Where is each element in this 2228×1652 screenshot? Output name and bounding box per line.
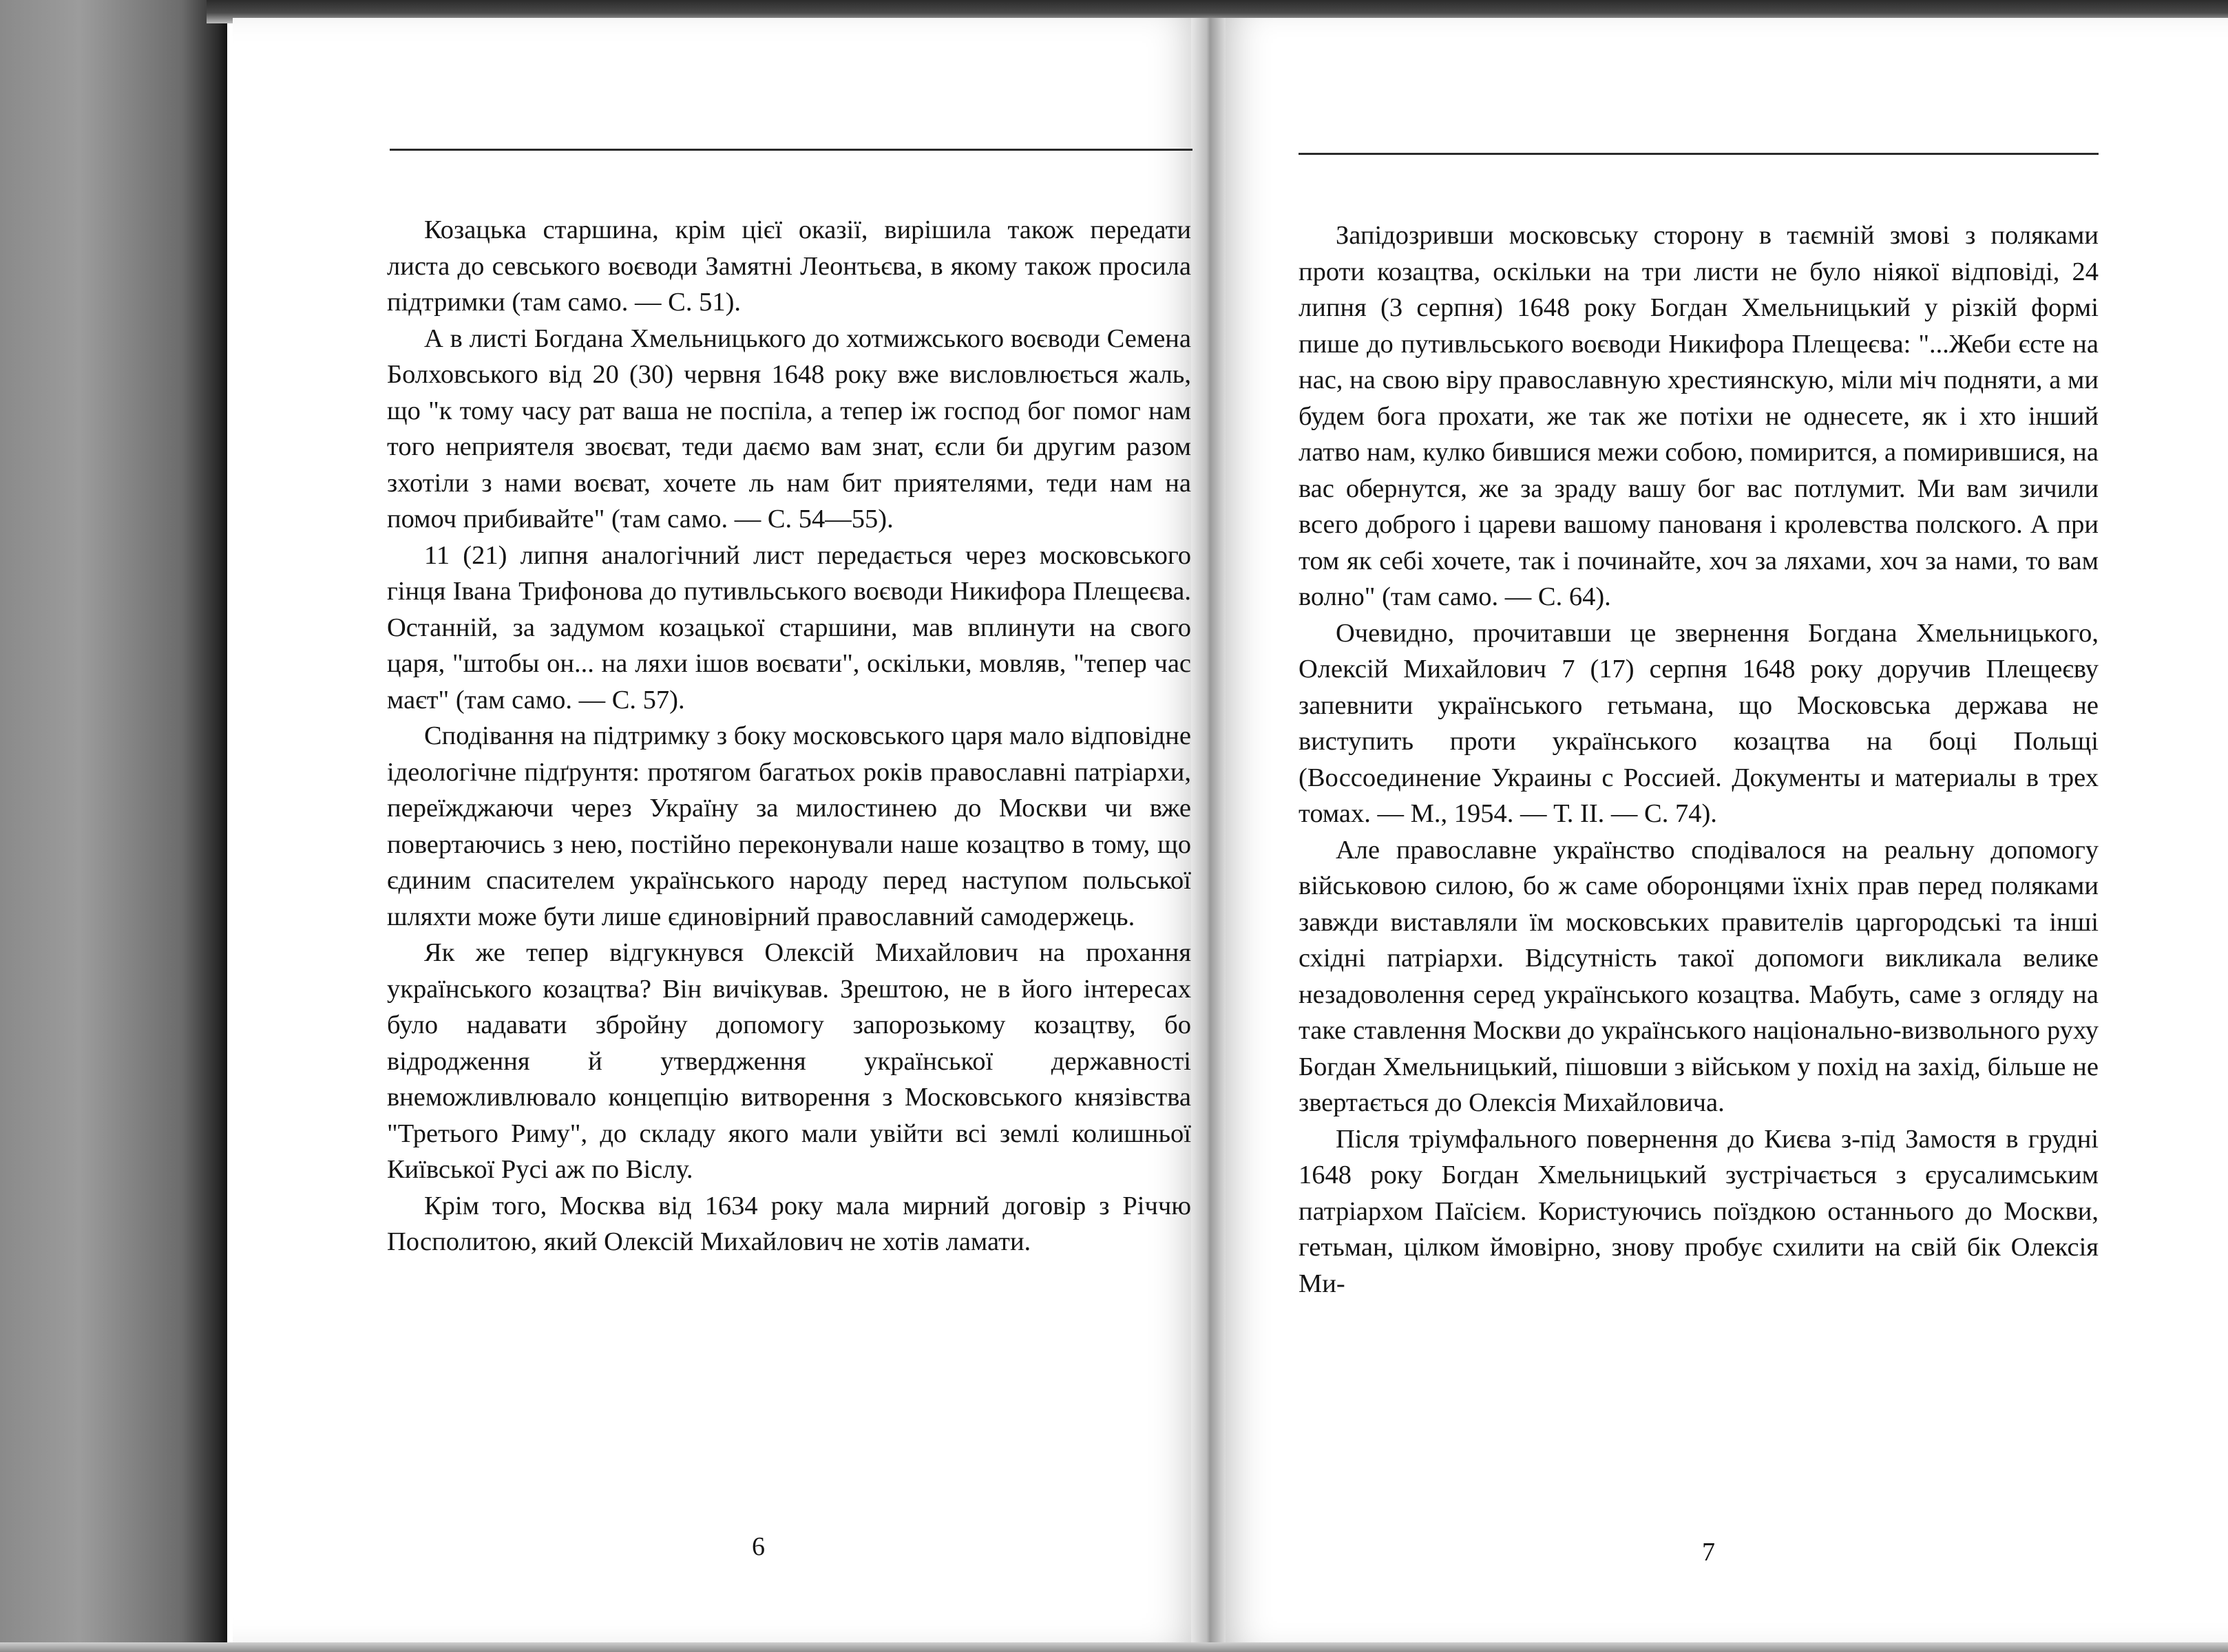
paragraph: Але православне українство сподівалося на реальну допомогу військовою силою, бо ж саме оборонцями їхніх прав перед поляками завжди виставляли їм московських правителів царгородські та інші східні патріархи. Відсутність такої допомоги викликала велике незадоволення серед українського козацтва. Мабуть, саме з огляду на таке ставлення Москви до українського національно-визвольного руху Богдан Хмельницький, пішовши з військом у похід на захід, більше не звертається до Олексія Михайловича. bbox=[1299, 835, 2099, 1117]
left-header-rule bbox=[390, 149, 1192, 151]
right-page-text bbox=[1299, 218, 2099, 1302]
right-header-rule bbox=[1299, 153, 2099, 155]
paragraph: Очевидно, прочитавши це звернення Богдана Хмельницького, Олексій Михайлович 7 (17) серпня 1648 року доручив Плещеєву запевнити українського гетьмана, що Московська держава не виступить проти українського козацтва на боці Польщі (Воссоединение Украины с Россией. Документы и материалы в трех томах. — М., 1954. — Т. II. — С. 74). bbox=[1299, 618, 2099, 828]
book-gutter bbox=[1191, 18, 1226, 1642]
paragraph: Після тріумфального повернення до Києва з-під Замостя в грудні 1648 року Богдан Хмельницький зустрічається з єрусалимським патріархом Паїсієм. Користуючись поїздкою останнього до Москви, гетьман, цілком ймовірно, знову пробує схилити на свій бік Олексія Ми- bbox=[1299, 1124, 2099, 1298]
paragraph: Крім того, Москва від 1634 року мала мирний договір з Річчю Посполитою, який Олексій Михайлович не хотів ламати. bbox=[387, 1191, 1191, 1256]
paragraph: Як же тепер відгукнувся Олексій Михайлович на прохання українського козацтва? Він вичікував. Зрештою, не в його інтересах було надавати збройну допомогу запорозькому козацтву, бо відродження й утвердження української державності внеможливлювало концепцію витворення з Московського князівства "Третього Риму", до складу якого мали увійти всі землі колишньої Київської Русі аж по Віслу. bbox=[387, 938, 1191, 1184]
paragraph: А в листі Богдана Хмельницького до хотмижського воєводи Семена Болховського від 20 (30) червня 1648 року вже висловлюється жаль, що "к тому часу рат ваша не поспіла, а тепер іж господ бог помог нам того неприятеля звоєват, теди даємо вам знат, єсли би другим разом зхотіли з нами воєват, хочете ль нам бит приятелями, теди нам на помоч прибивайте" (там само. — С. 54—55). bbox=[387, 324, 1191, 533]
page-number-left: 6 bbox=[752, 1532, 765, 1561]
paragraph: Сподівання на підтримку з боку московського царя мало відповідне ідеологічне підґрунтя: протягом багатьох років православні патріархи, переїжджаючи через Україну за милостинею до Москви чи вже повертаючись з нею, постійно переконували наше козацтво в тому, що єдиним спасителем українського народу перед наступом польської шляхти може бути лише єдиновірний православний самодержець. bbox=[387, 721, 1191, 931]
scan-bottom-margin bbox=[0, 1642, 2228, 1652]
paragraph: Козацька старшина, крім цієї оказії, вирішила також передати листа до севського воєводи Замятні Леонтьєва, в якому також просила підтримки (там само. — С. 51). bbox=[387, 215, 1191, 317]
left-page-text bbox=[387, 212, 1191, 1260]
paragraph: Запідозривши московську сторону в таємній змові з поляками проти козацтва, оскільки на три листи не було ніякої відповіді, 24 липня (3 серпня) 1648 року Богдан Хмельницький у різкій формі пише до путивльського воєводи Никифора Плещеєва: "...Жеби єсте на нас, на свою віру православную хрестиянскую, міли міч подняти, а ми будем бога прохати, же так же потіхи не однесете, як і хто інший латво нам, кулко бившися межи собою, помирится, а помирившися, на вас обернутся, же за зраду вашу бог вас потлумит. Ми вам зичили всего доброго і цареви вашому панованя і кролевства полского. А при том як себі хочете, так і починайте, хоч за ляхами, хоч за нами, то вам волно" (там само. — С. 64). bbox=[1299, 221, 2099, 611]
page-number-right: 7 bbox=[1702, 1538, 1715, 1567]
paragraph: 11 (21) липня аналогічний лист передається через московського гінця Івана Трифонова до путивльського воєводи Никифора Плещеєва. Останній, за задумом козацької старшини, мав вплинути на свого царя, "штобы он... на ляхи ішов воєвати", оскільки, мовляв, "тепер час маєт" (там само. — С. 57). bbox=[387, 540, 1191, 714]
scan-left-margin bbox=[0, 0, 227, 1652]
